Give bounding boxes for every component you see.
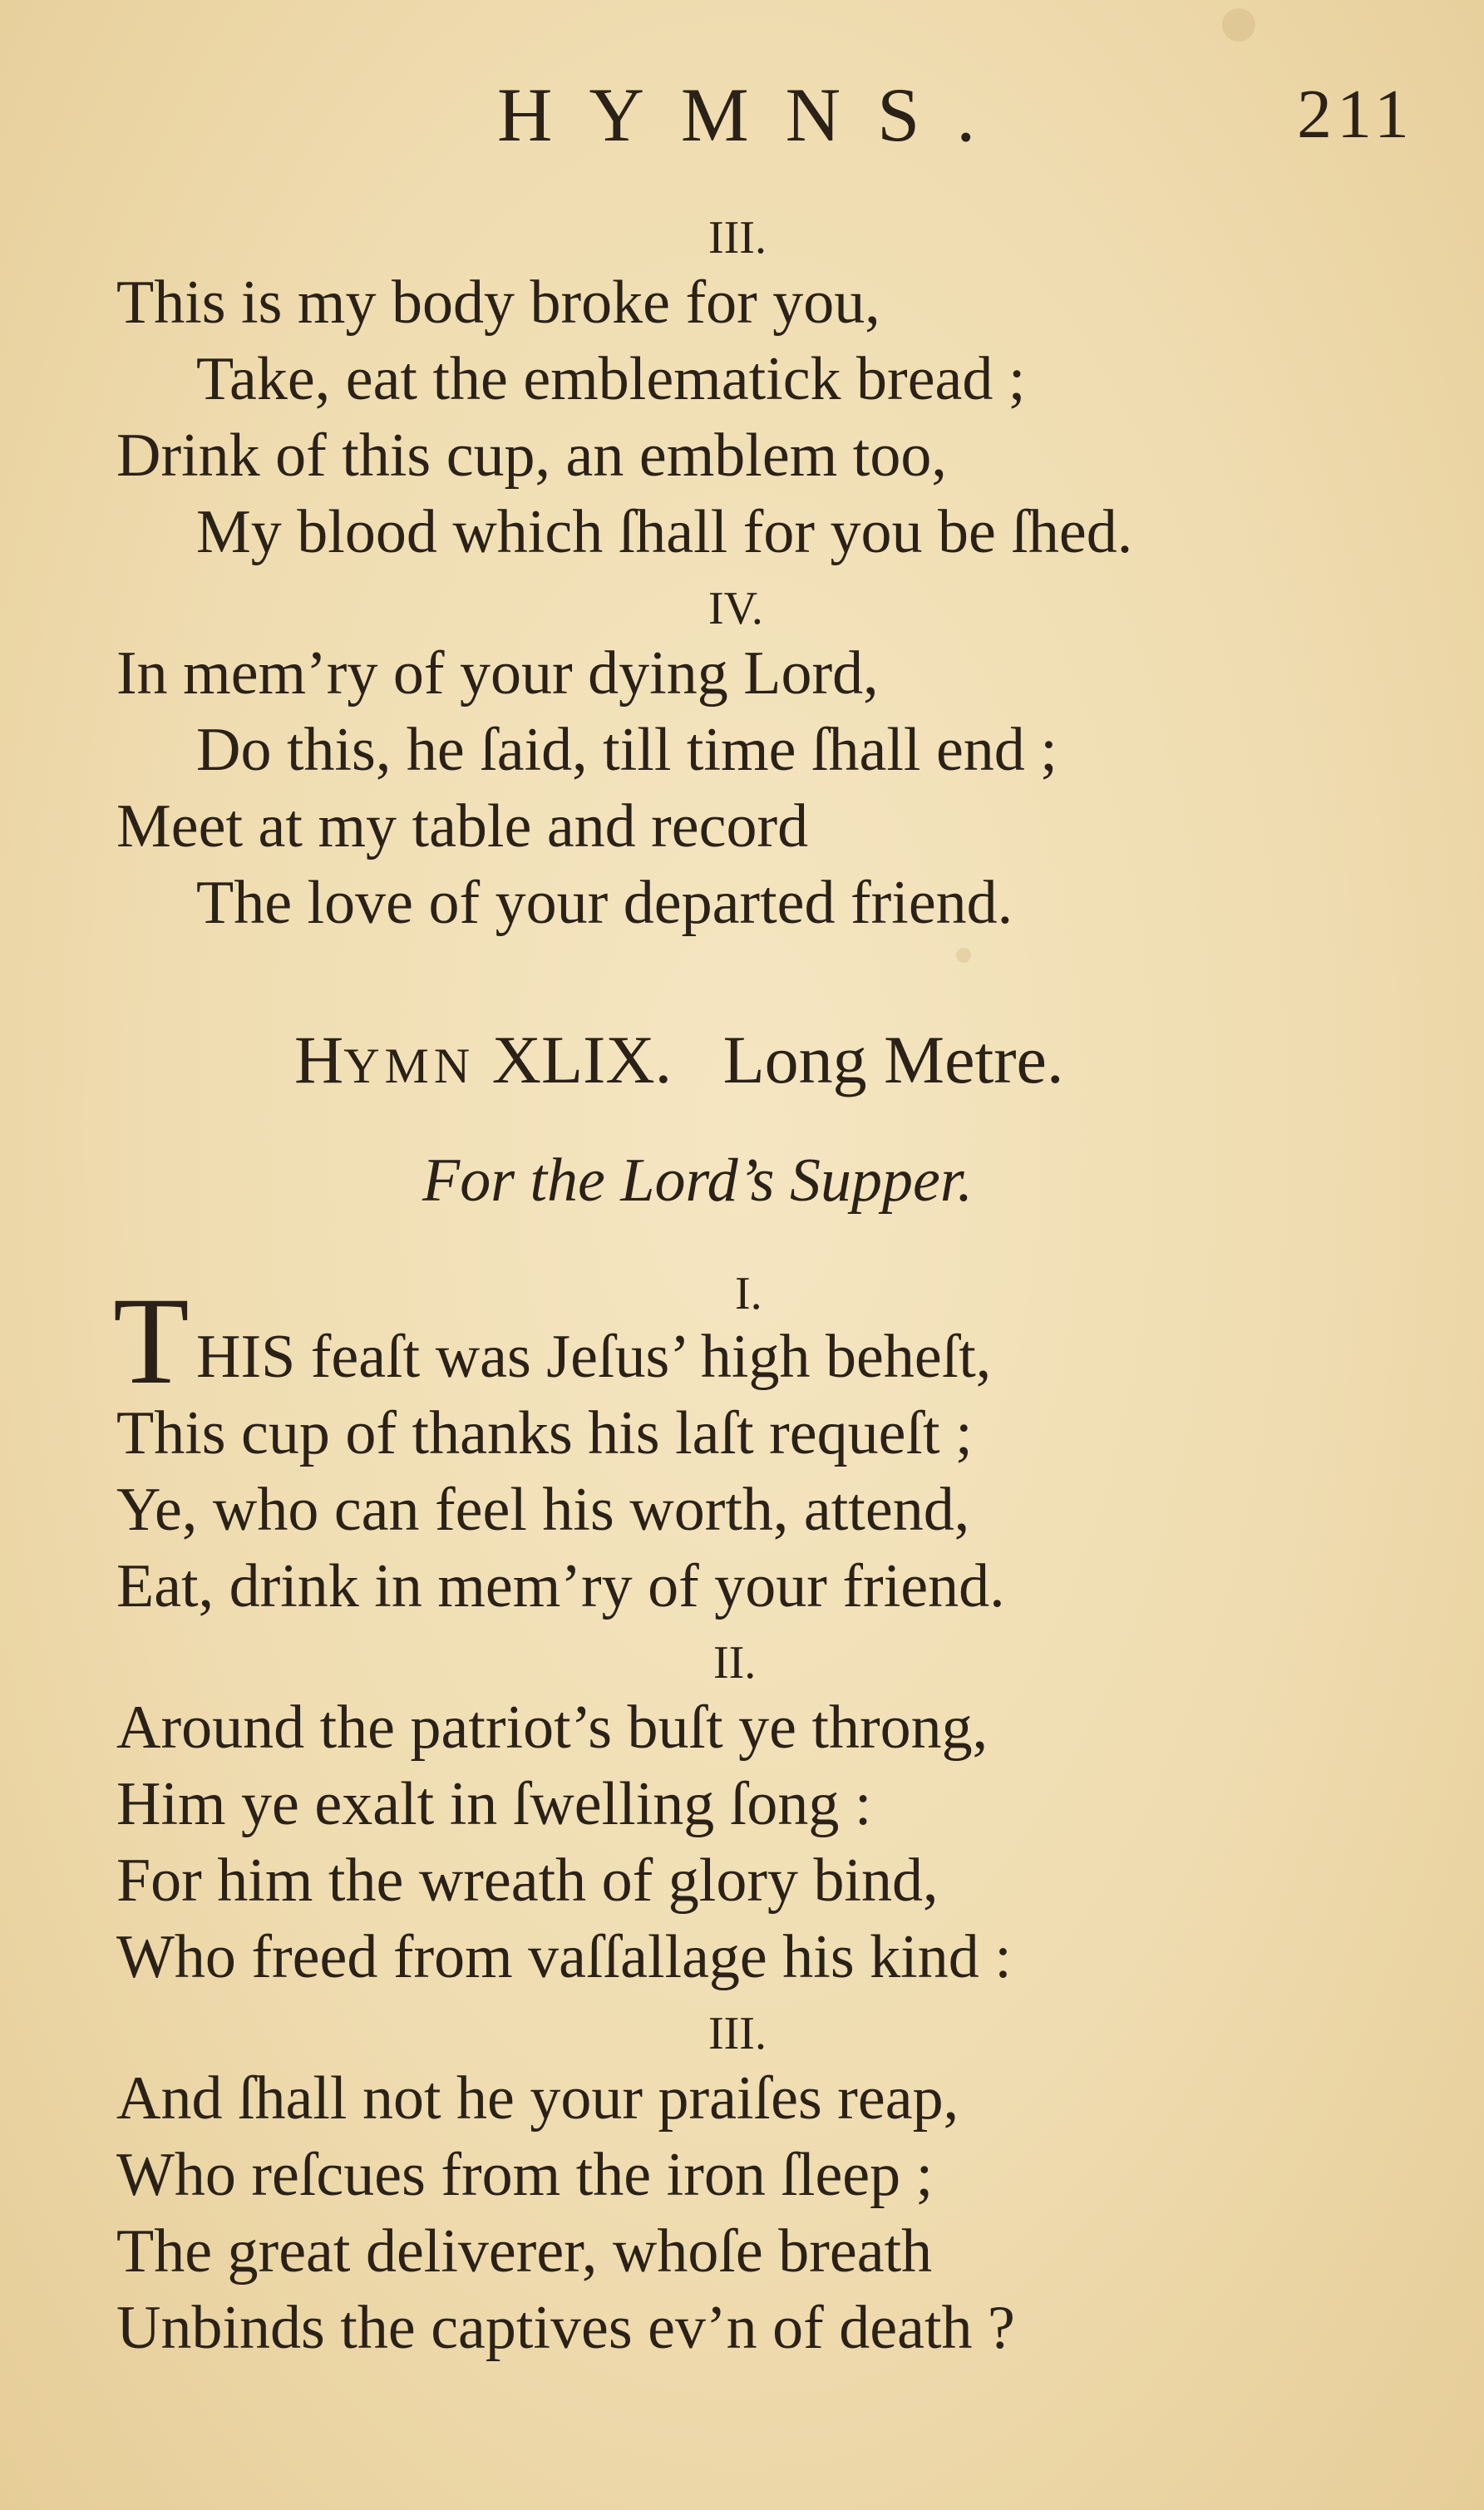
verse-line: My blood which ſhall for you be ſhed.	[196, 498, 1133, 566]
verse-line: Ye, who can feel his worth, attend,	[116, 1476, 970, 1544]
verse-line: For him the wreath of glory bind,	[116, 1847, 939, 1915]
verse-line: Eat, drink in mem’ry of your friend.	[116, 1552, 1005, 1620]
verse-line: Who reſcues from the iron ſleep ;	[116, 2141, 934, 2209]
verse-line: This cup of thanks his laſt requeſt ;	[116, 1399, 973, 1467]
verse-line: In mem’ry of your dying Lord,	[116, 639, 879, 708]
page-header	[0, 65, 1484, 165]
running-title: HYMNS.	[497, 72, 1013, 157]
hymn-heading-rest: XLIX. Long Metre.	[475, 1022, 1064, 1097]
page-number: 211	[1297, 76, 1414, 153]
verse-line: Take, eat the emblematick bread ;	[196, 345, 1026, 413]
drop-cap: T	[113, 1272, 190, 1410]
paper-stain	[956, 948, 971, 963]
hymn-heading-initial: H	[294, 1022, 344, 1097]
verse-number: III.	[708, 212, 767, 264]
verse-line: Who freed from vaſſallage his kind :	[116, 1923, 1012, 1991]
verse-line: And ſhall not he your praiſes reap,	[116, 2064, 959, 2133]
verse-line: Unbinds the captives ev’n of death ?	[116, 2294, 1015, 2362]
verse-line: Do this, he ſaid, till time ſhall end ;	[196, 716, 1058, 784]
verse-line: Around the patriot’s buſt ye throng,	[116, 1694, 989, 1762]
verse-line: The great deliverer, whoſe breath	[116, 2217, 933, 2286]
hymn-heading-smallcaps: YMN	[343, 1038, 476, 1093]
paper-stain	[1222, 8, 1255, 42]
verse-line: HIS feaſt was Jeſus’ high beheſt,	[196, 1323, 992, 1391]
verse-number: I.	[735, 1268, 762, 1319]
verse-number: IV.	[708, 583, 763, 634]
verse-line: Him ye exalt in ſwelling ſong :	[116, 1770, 872, 1838]
verse-line: This is my body broke for you,	[116, 269, 880, 337]
verse-line: Drink of this cup, an emblem too,	[116, 422, 947, 490]
hymn-subtitle: For the Lord’s Supper.	[422, 1147, 973, 1215]
verse-number: III.	[708, 2008, 767, 2059]
verse-number: II.	[713, 1637, 757, 1689]
verse-line: The love of your departed friend.	[196, 869, 1013, 937]
hymn-heading	[294, 1018, 1063, 1107]
verse-line: Meet at my table and record	[116, 792, 809, 861]
